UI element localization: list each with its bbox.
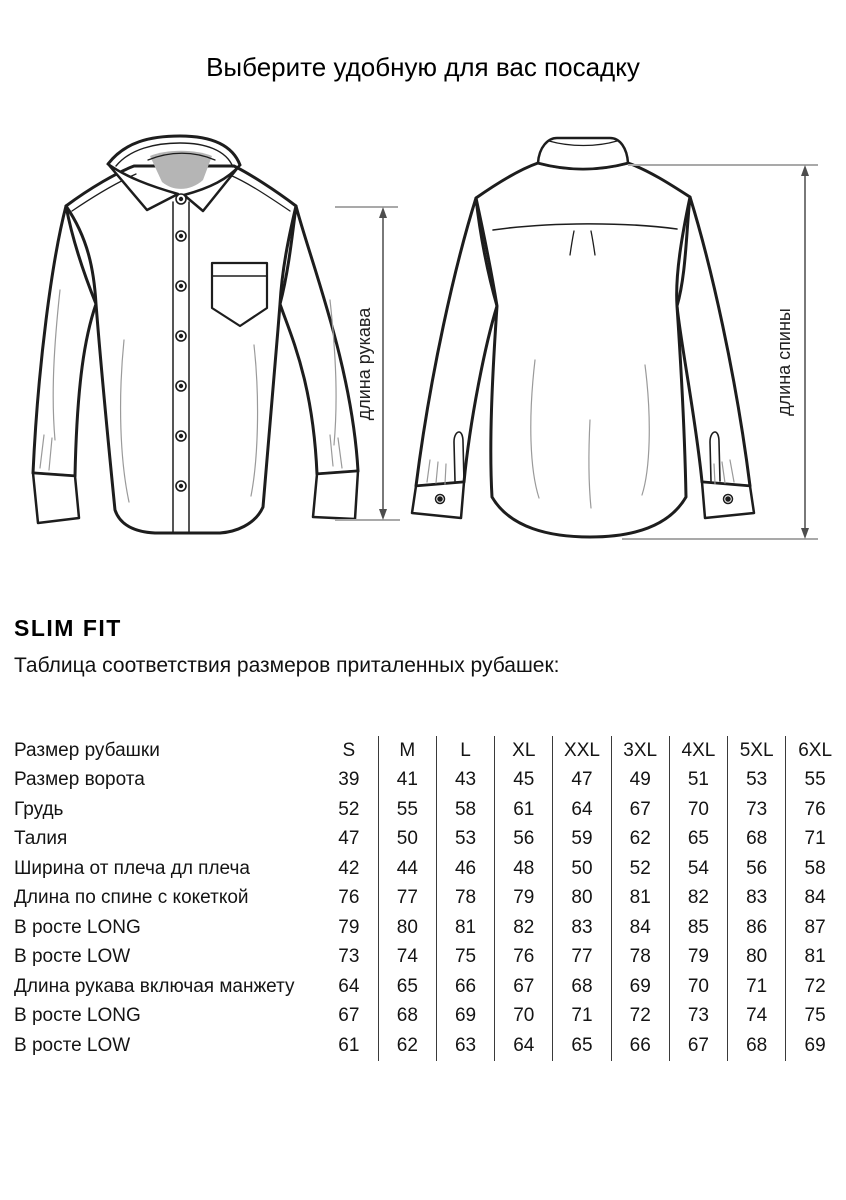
size-table-row — [14, 943, 844, 973]
size-value-cell: 55 — [804, 769, 826, 791]
page-title: Выберите удобную для вас посадку — [206, 52, 640, 82]
row-label: Размер ворота — [14, 769, 145, 791]
row-label: Ширина от плеча дл плеча — [14, 857, 250, 879]
size-table-body — [14, 736, 844, 1061]
size-table-row — [14, 825, 844, 855]
size-value-cell: 73 — [320, 943, 378, 973]
size-value-cell: 67 — [320, 1002, 378, 1032]
arrow-down-icon — [379, 509, 387, 520]
size-value-cell: 71 — [553, 1002, 611, 1032]
row-label: В росте LOW — [14, 1034, 131, 1056]
size-value-cell: 49 — [611, 766, 669, 796]
size-value-cell: 45 — [495, 766, 553, 796]
size-value-cell: 58 — [804, 857, 826, 879]
size-value-cell: 67 — [669, 1031, 727, 1061]
size-value-cell: 83 — [553, 913, 611, 943]
size-value-cell: 62 — [378, 1031, 436, 1061]
size-value-cell: 81 — [804, 946, 826, 968]
size-value-cell: 81 — [436, 913, 494, 943]
size-value-cell: 73 — [728, 795, 786, 825]
size-header-cell: 3XL — [611, 736, 669, 766]
front-right-cuff — [313, 471, 358, 519]
size-value-cell: 56 — [495, 825, 553, 855]
size-value-cell: 79 — [495, 884, 553, 914]
size-value-cell: 76 — [320, 884, 378, 914]
size-value-cell: 78 — [436, 884, 494, 914]
arrow-up-icon — [801, 165, 809, 176]
sleeve-length-label: длина рукава — [354, 307, 374, 421]
size-value-cell: 42 — [320, 854, 378, 884]
size-value-cell: 50 — [553, 854, 611, 884]
row-label: В росте LONG — [14, 1005, 141, 1027]
size-value-cell: 52 — [611, 854, 669, 884]
size-value-cell: 71 — [728, 972, 786, 1002]
size-table-header-row — [14, 736, 844, 766]
size-value-cell: 64 — [495, 1031, 553, 1061]
size-table-container — [14, 736, 844, 1061]
size-value-cell: 80 — [553, 884, 611, 914]
size-value-cell: 85 — [669, 913, 727, 943]
size-value-cell: 58 — [436, 795, 494, 825]
size-value-cell: 73 — [669, 1002, 727, 1032]
size-value-cell: 84 — [804, 887, 826, 909]
size-value-cell: 76 — [804, 798, 826, 820]
size-value-cell: 61 — [495, 795, 553, 825]
size-value-cell: 47 — [553, 766, 611, 796]
size-value-cell: 44 — [378, 854, 436, 884]
size-value-cell: 64 — [553, 795, 611, 825]
size-value-cell: 84 — [611, 913, 669, 943]
size-table — [14, 736, 844, 1061]
size-header-cell: L — [436, 736, 494, 766]
size-value-cell: 79 — [320, 913, 378, 943]
fit-type-heading: SLIM FIT — [14, 615, 122, 641]
size-value-cell: 62 — [611, 825, 669, 855]
size-value-cell: 80 — [378, 913, 436, 943]
size-value-cell: 61 — [320, 1031, 378, 1061]
size-value-cell: 56 — [728, 854, 786, 884]
size-value-cell: 77 — [378, 884, 436, 914]
size-table-row — [14, 884, 844, 914]
size-value-cell: 53 — [728, 766, 786, 796]
size-table-row — [14, 766, 844, 796]
row-label: Размер рубашки — [14, 739, 160, 761]
size-value-cell: 47 — [320, 825, 378, 855]
size-value-cell: 69 — [804, 1034, 826, 1056]
arrow-up-icon — [379, 207, 387, 218]
size-header-cell: M — [378, 736, 436, 766]
size-table-row — [14, 972, 844, 1002]
size-table-row — [14, 1002, 844, 1032]
front-left-cuff — [33, 473, 79, 523]
shirt-back-drawing — [412, 138, 754, 537]
row-label: Длина по спине с кокеткой — [14, 887, 249, 909]
size-value-cell: 86 — [728, 913, 786, 943]
size-value-cell: 75 — [804, 1005, 826, 1027]
size-value-cell: 80 — [728, 943, 786, 973]
size-value-cell: 83 — [728, 884, 786, 914]
back-collar — [538, 138, 628, 169]
size-value-cell: 68 — [728, 825, 786, 855]
size-value-cell: 67 — [611, 795, 669, 825]
size-value-cell: 46 — [436, 854, 494, 884]
size-value-cell: 68 — [378, 1002, 436, 1032]
row-label: Длина рукава включая манжету — [14, 975, 295, 997]
size-value-cell: 68 — [728, 1031, 786, 1061]
size-value-cell: 41 — [378, 766, 436, 796]
size-header-cell: 5XL — [728, 736, 786, 766]
size-value-cell: 78 — [611, 943, 669, 973]
back-length-label: длина спины — [774, 308, 794, 416]
size-value-cell: 65 — [669, 825, 727, 855]
size-header-cell: XXL — [553, 736, 611, 766]
size-value-cell: 63 — [436, 1031, 494, 1061]
row-label: В росте LOW — [14, 946, 131, 968]
size-value-cell: 69 — [611, 972, 669, 1002]
size-value-cell: 72 — [611, 1002, 669, 1032]
size-value-cell: 59 — [553, 825, 611, 855]
size-value-cell: 65 — [378, 972, 436, 1002]
size-value-cell: 70 — [669, 795, 727, 825]
size-value-cell: 82 — [495, 913, 553, 943]
size-value-cell: 82 — [669, 884, 727, 914]
size-value-cell: 72 — [804, 975, 826, 997]
size-header-cell: XL — [495, 736, 553, 766]
row-label: Грудь — [14, 798, 64, 820]
size-value-cell: 53 — [436, 825, 494, 855]
size-value-cell: 87 — [804, 916, 826, 938]
size-value-cell: 54 — [669, 854, 727, 884]
size-header-cell: 6XL — [798, 739, 833, 761]
table-subtitle: Таблица соответствия размеров приталенных рубашек: — [14, 654, 560, 677]
size-value-cell: 68 — [553, 972, 611, 1002]
size-value-cell: 71 — [804, 828, 826, 850]
shirt-front-drawing — [33, 136, 358, 533]
size-table-row — [14, 1031, 844, 1061]
size-value-cell: 76 — [495, 943, 553, 973]
size-value-cell: 52 — [320, 795, 378, 825]
size-value-cell: 43 — [436, 766, 494, 796]
size-value-cell: 64 — [320, 972, 378, 1002]
size-header-cell: S — [320, 736, 378, 766]
size-value-cell: 79 — [669, 943, 727, 973]
size-value-cell: 75 — [436, 943, 494, 973]
size-value-cell: 67 — [495, 972, 553, 1002]
size-value-cell: 55 — [378, 795, 436, 825]
row-label: В росте LONG — [14, 916, 141, 938]
size-value-cell: 51 — [669, 766, 727, 796]
size-value-cell: 39 — [320, 766, 378, 796]
row-label: Талия — [14, 828, 68, 850]
size-value-cell: 69 — [436, 1002, 494, 1032]
size-value-cell: 77 — [553, 943, 611, 973]
size-value-cell: 70 — [495, 1002, 553, 1032]
size-value-cell: 81 — [611, 884, 669, 914]
size-value-cell: 65 — [553, 1031, 611, 1061]
size-value-cell: 50 — [378, 825, 436, 855]
size-value-cell: 70 — [669, 972, 727, 1002]
size-value-cell: 66 — [611, 1031, 669, 1061]
size-value-cell: 48 — [495, 854, 553, 884]
size-header-cell: 4XL — [669, 736, 727, 766]
size-value-cell: 74 — [378, 943, 436, 973]
size-table-row — [14, 854, 844, 884]
arrow-down-icon — [801, 528, 809, 539]
size-value-cell: 74 — [728, 1002, 786, 1032]
shirt-measurement-diagram — [0, 130, 846, 580]
size-value-cell: 66 — [436, 972, 494, 1002]
size-table-row — [14, 913, 844, 943]
size-table-row — [14, 795, 844, 825]
